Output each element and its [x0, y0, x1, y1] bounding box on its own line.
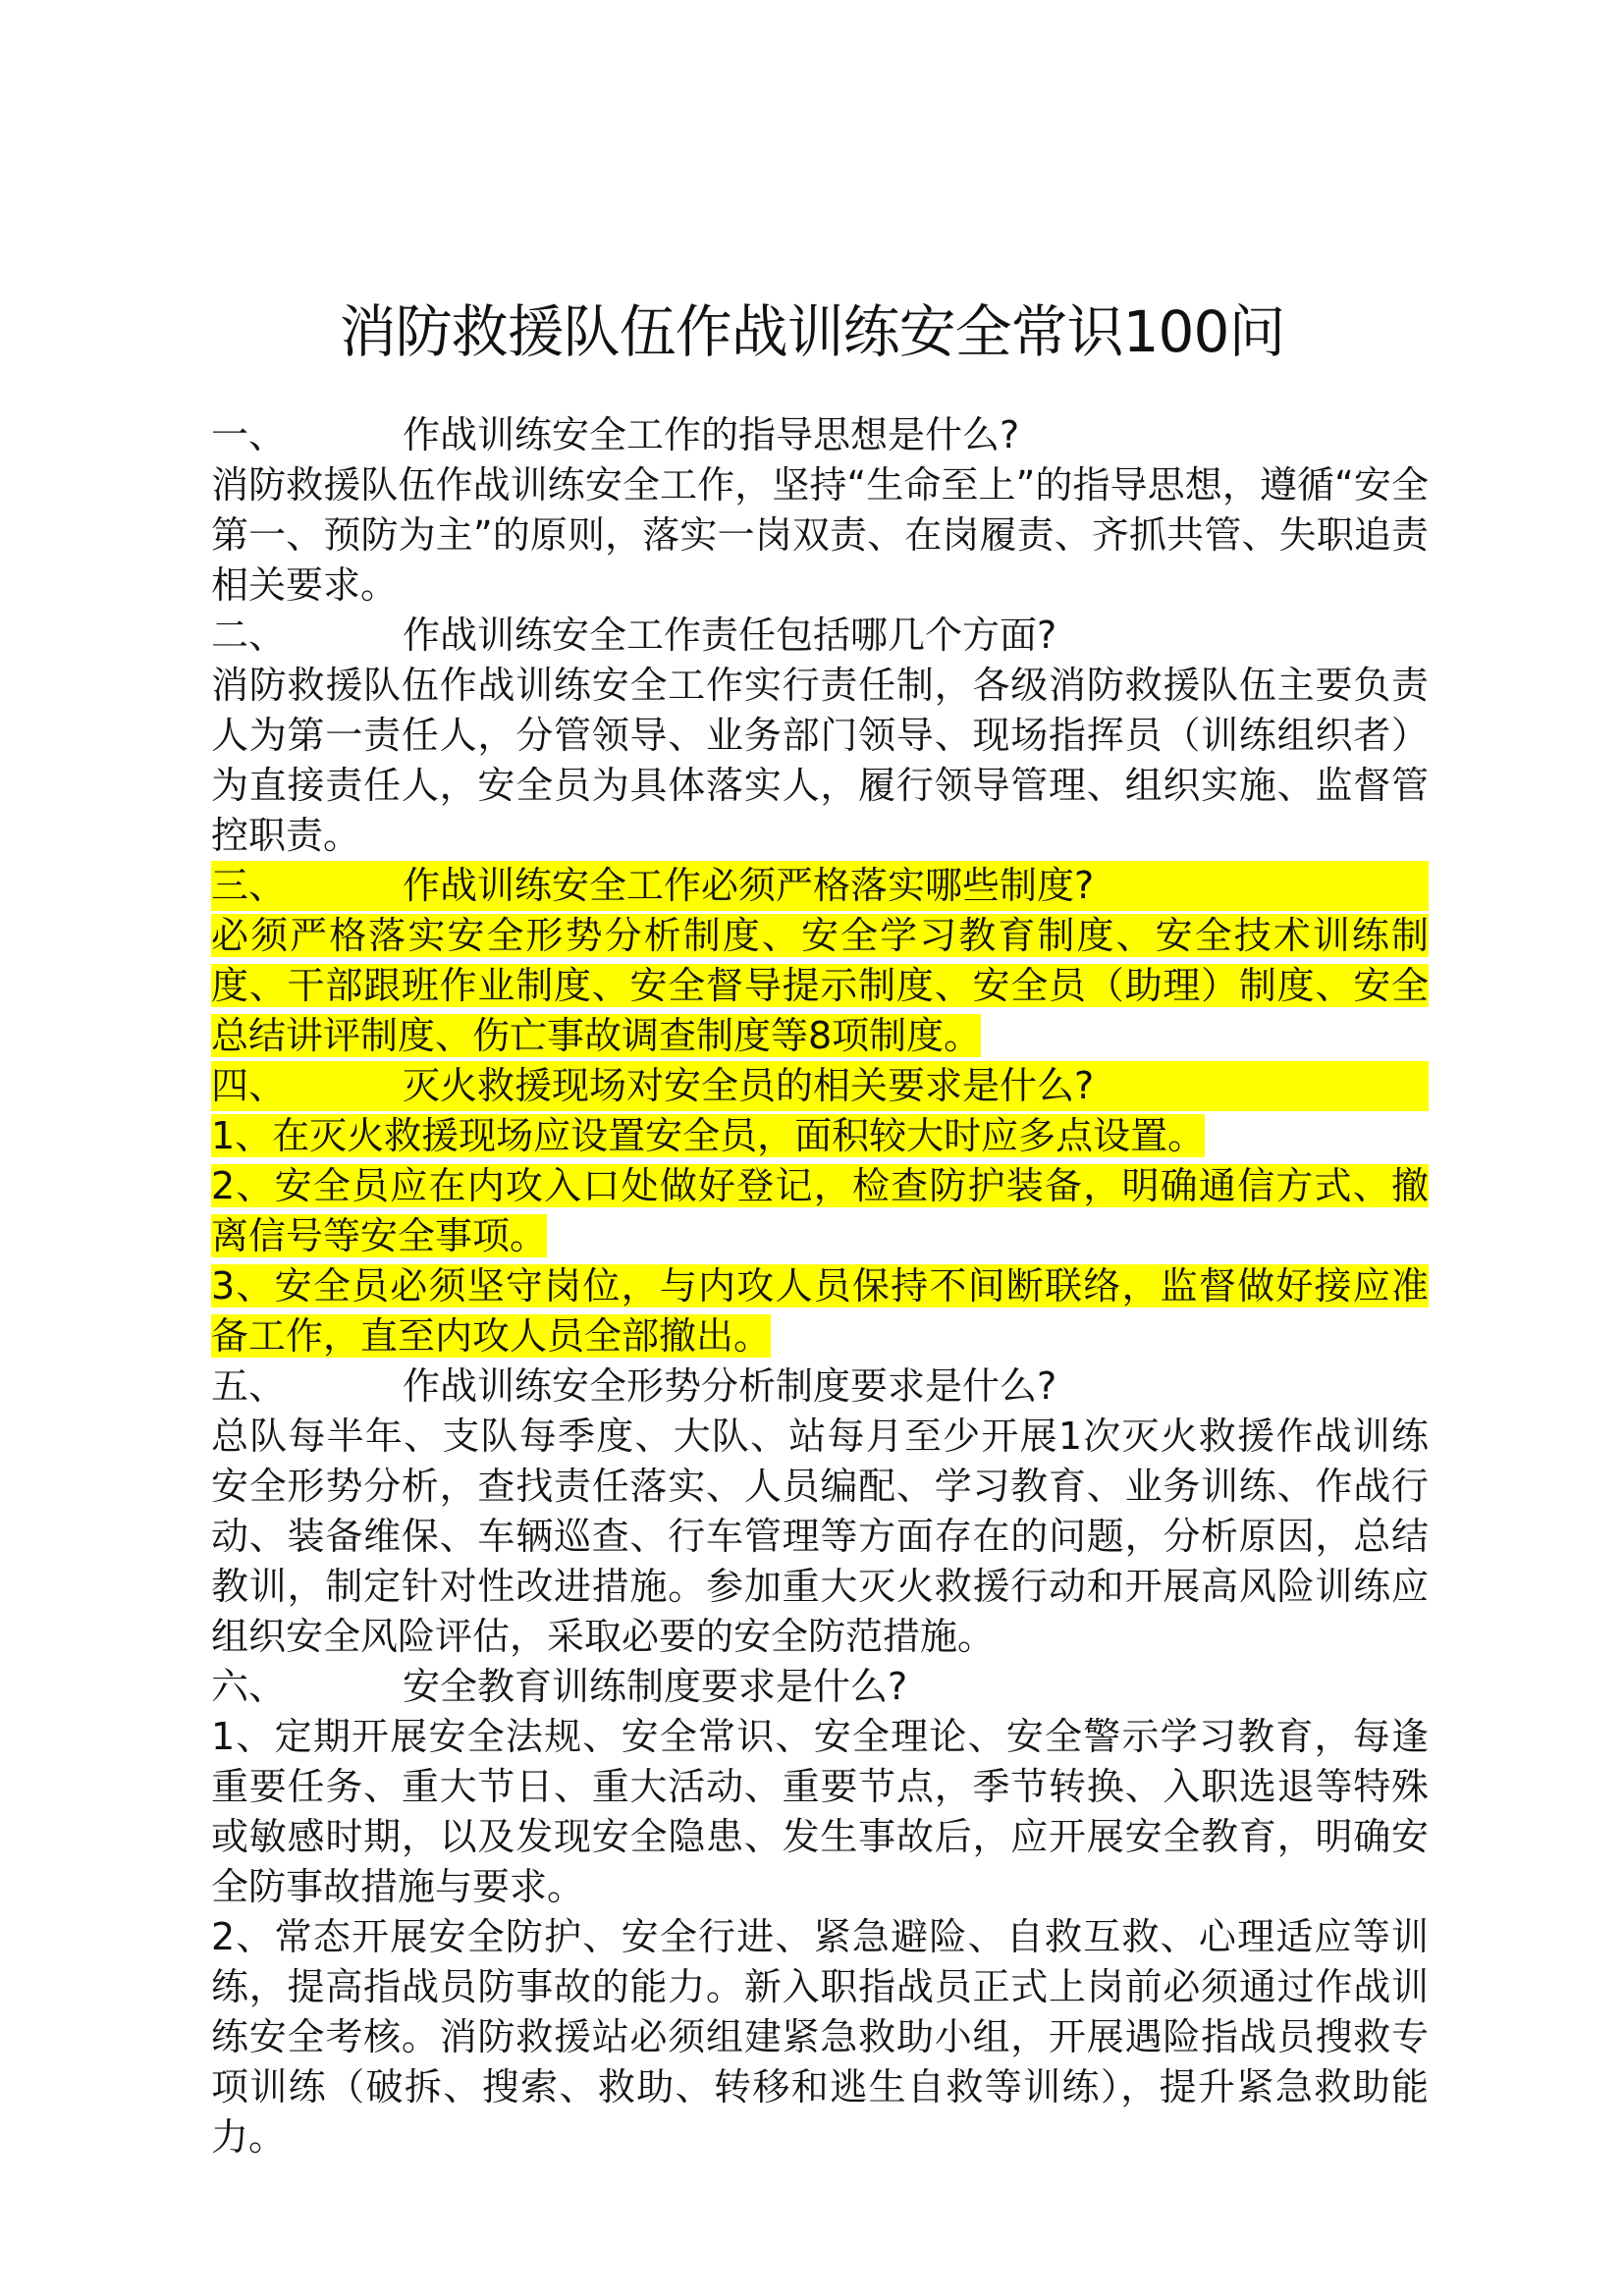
question-text: 作战训练安全工作责任包括哪几个方面? [403, 614, 1057, 657]
question-number: 五、 [211, 1364, 287, 1408]
question-number: 四、 [211, 1064, 287, 1107]
question-number: 一、 [211, 413, 287, 456]
question-text: 作战训练安全工作的指导思想是什么? [403, 413, 1020, 456]
question-text: 作战训练安全形势分析制度要求是什么? [403, 1364, 1057, 1408]
highlighted-answer-text: 2、安全员应在内攻入口处做好登记，检查防护装备，明确通信方式、撤离信号等安全事项。 [211, 1164, 1429, 1257]
document-body [211, 410, 1429, 2163]
answer-2: 消防救援队伍作战训练安全工作实行责任制，各级消防救援队伍主要负责人为第一责任人，分管领导、业务部门领导、现场指挥员（训练组织者）为直接责任人，安全员为具体落实人，履行领导管理、组织实施、监督管控职责。 [211, 664, 1429, 857]
document-title: 消防救援队伍作战训练安全常识100问 [339, 298, 1285, 365]
question-1 [211, 410, 1429, 460]
question-text: 作战训练安全工作必须严格落实哪些制度? [403, 864, 1095, 907]
qa-section-3 [211, 861, 1429, 1061]
qa-section-1 [211, 410, 1429, 611]
answer-6-item-2: 2、常态开展安全防护、安全行进、紧急避险、自救互救、心理适应等训练，提高指战员防事故的能力。新入职指战员正式上岗前必须通过作战训练安全考核。消防救援站必须组建紧急救助小组，开展遇险指战员搜救专项训练（破拆、搜索、救助、转移和逃生自救等训练），提升紧急救助能力。 [211, 1915, 1429, 2159]
question-5 [211, 1362, 1429, 1412]
question-text: 灭火救援现场对安全员的相关要求是什么? [403, 1064, 1095, 1107]
question-number: 三、 [211, 864, 287, 907]
qa-section-6 [211, 1662, 1429, 2163]
question-3 [211, 861, 1429, 911]
question-number: 六、 [211, 1665, 287, 1708]
question-4 [211, 1061, 1429, 1111]
question-6 [211, 1662, 1429, 1712]
qa-section-4 [211, 1061, 1429, 1362]
answer-6-item-1: 1、定期开展安全法规、安全常识、安全理论、安全警示学习教育，每逢重要任务、重大节日、重大活动、重要节点，季节转换、入职选退等特殊或敏感时期，以及发现安全隐患、发生事故后，应开展安全教育，明确安全防事故措施与要求。 [211, 1715, 1429, 1908]
answer-1: 消防救援队伍作战训练安全工作，坚持“生命至上”的指导思想，遵循“安全第一、预防为主”的原则，落实一岗双责、在岗履责、齐抓共管、失职追责相关要求。 [211, 463, 1429, 607]
answer-4-item-2 [211, 1161, 1429, 1261]
question-number: 二、 [211, 614, 287, 657]
qa-section-5 [211, 1362, 1429, 1662]
answer-4-item-1 [211, 1111, 1429, 1161]
question-text: 安全教育训练制度要求是什么? [403, 1665, 908, 1708]
answer-3 [211, 911, 1429, 1061]
highlighted-answer-text: 必须严格落实安全形势分析制度、安全学习教育制度、安全技术训练制度、干部跟班作业制度、安全督导提示制度、安全员（助理）制度、安全总结讲评制度、伤亡事故调查制度等8项制度。 [211, 914, 1429, 1057]
answer-4-item-3 [211, 1261, 1429, 1362]
highlighted-answer-text: 3、安全员必须坚守岗位，与内攻人员保持不间断联络，监督做好接应准备工作，直至内攻人员全部撤出。 [211, 1264, 1429, 1358]
question-2 [211, 611, 1429, 661]
answer-5: 总队每半年、支队每季度、大队、站每月至少开展1次灭火救援作战训练安全形势分析，查找责任落实、人员编配、学习教育、业务训练、作战行动、装备维保、车辆巡查、行车管理等方面存在的问题，分析原因，总结教训，制定针对性改进措施。参加重大灭火救援行动和开展高风险训练应组织安全风险评估，采取必要的安全防范措施。 [211, 1415, 1429, 1658]
highlighted-answer-text: 1、在灭火救援现场应设置安全员，面积较大时应多点设置。 [211, 1114, 1206, 1157]
qa-section-2 [211, 611, 1429, 861]
